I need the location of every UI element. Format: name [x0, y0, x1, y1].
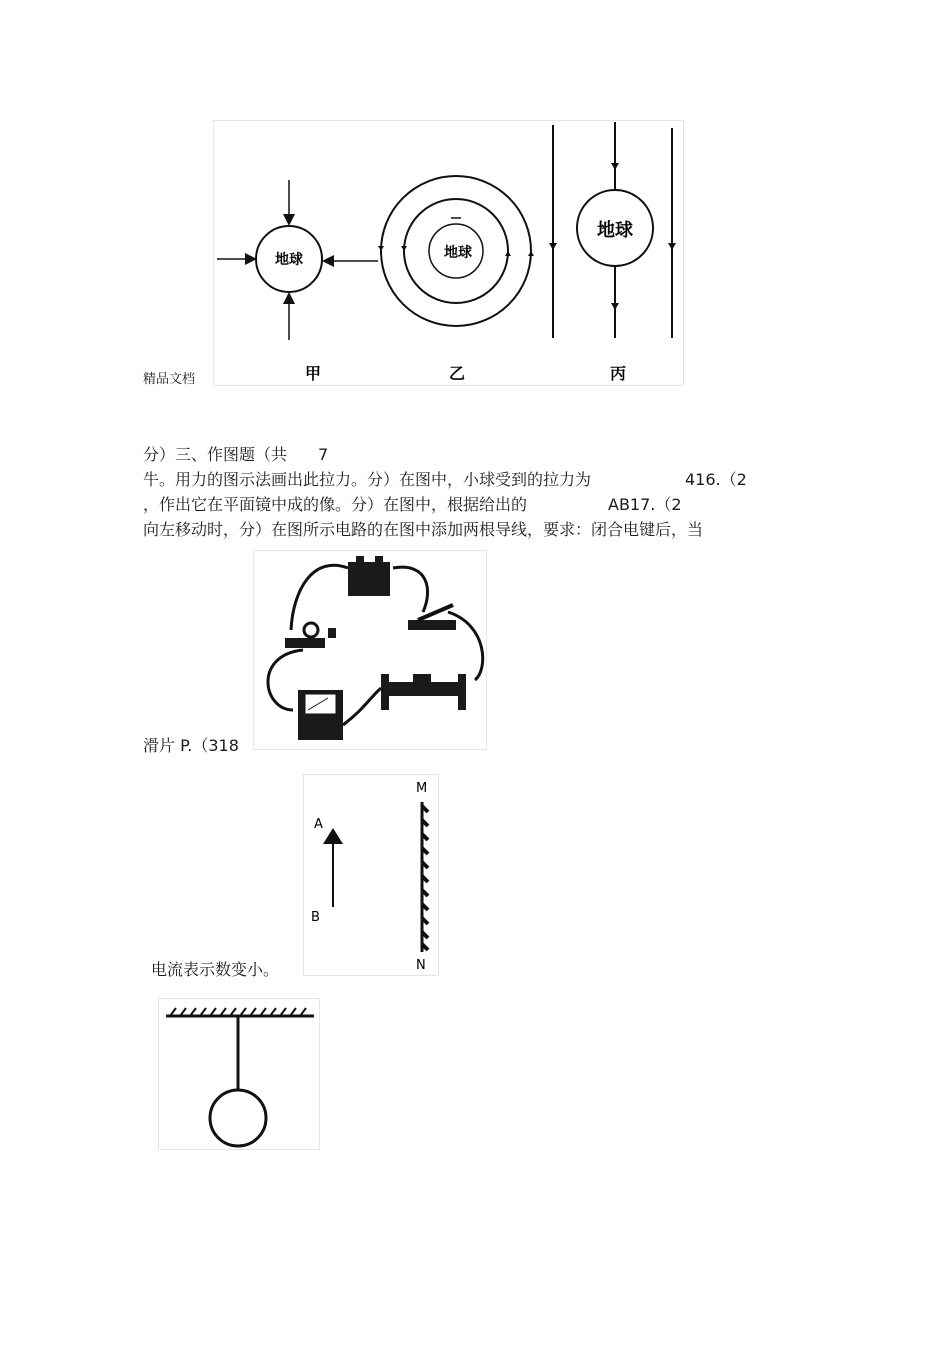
- line-2-left: 牛。用力的图示法画出此拉力。分）在图中，小球受到的拉力为: [143, 470, 592, 489]
- point-a-label: A: [314, 817, 323, 832]
- panel-label-bing: 丙: [609, 364, 627, 383]
- line-2-right: 416.（2: [685, 470, 747, 489]
- line-1-right: 7: [318, 445, 329, 464]
- earth-label-bing: 地球: [597, 220, 633, 241]
- battery: [348, 562, 390, 596]
- earth-field-diagram: [213, 120, 684, 386]
- point-b-label: B: [311, 910, 320, 925]
- panel-bing: [549, 122, 676, 338]
- circuit-diagram: [253, 550, 487, 750]
- panel-label-jia: 甲: [304, 364, 322, 383]
- watermark-text: 精品文档: [143, 372, 196, 387]
- ball: [210, 1090, 266, 1146]
- line-5: 滑片 P.（318: [143, 736, 239, 755]
- line-3-right: AB17.（2: [608, 495, 682, 514]
- line-1-left: 分）三、作图题（共: [143, 445, 288, 464]
- hanging-ball-diagram: [158, 998, 320, 1150]
- earth-field-figure: [213, 120, 684, 386]
- switch: [408, 620, 456, 630]
- earth-label-yi: 地球: [444, 245, 472, 261]
- line-3-left: ，作出它在平面镜中成的像。分）在图中，根据给出的: [143, 495, 528, 514]
- panel-yi: [378, 176, 534, 326]
- mirror-figure: [303, 774, 439, 976]
- lamp: [285, 638, 325, 648]
- line-6: 电流表示数变小。: [151, 960, 280, 979]
- panel-jia: [217, 180, 378, 340]
- circuit-figure: [253, 550, 487, 750]
- panel-label-yi: 乙: [448, 364, 466, 383]
- earth-label-jia: 地球: [275, 252, 303, 268]
- line-4: 向左移动时，分）在图所示电路的在图中添加两根导线，要求：闭合电键后，当: [143, 520, 704, 539]
- hanging-ball-figure: [158, 998, 320, 1150]
- mirror-diagram: [303, 774, 439, 976]
- rheostat: [381, 682, 466, 696]
- mirror-n-label: N: [416, 958, 426, 973]
- mirror-m-label: M: [416, 781, 428, 796]
